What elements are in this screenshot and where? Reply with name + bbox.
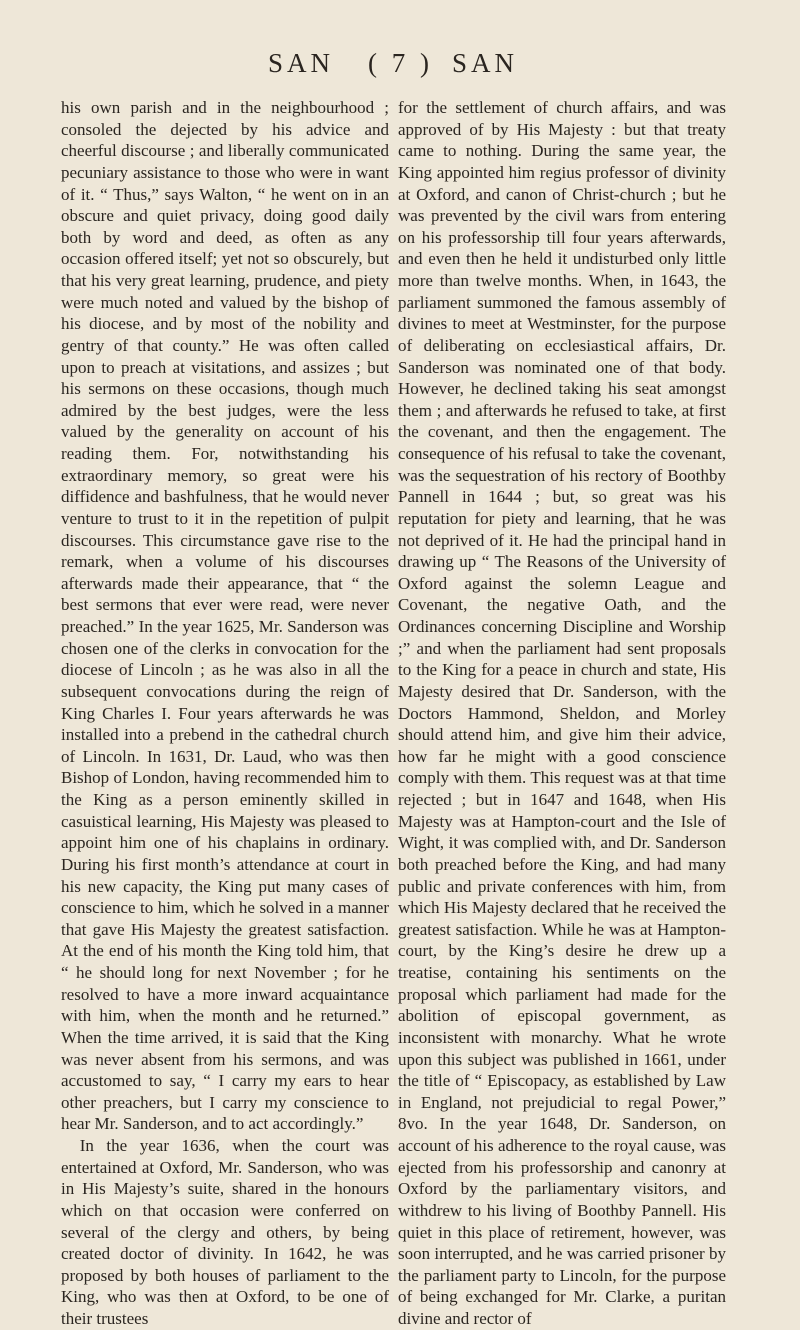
- header-left-word: SAN: [268, 48, 335, 78]
- left-column: [61, 97, 389, 1330]
- header-right-word: SAN: [452, 48, 519, 78]
- right-paragraph-1: for the settlement of church affairs, and was approved of by His Majesty : but that treaty came to nothing. During the same year, the King appointed him regius professor of divinity at Oxford, and canon of Christ-church ; but he was prevented by the civil wars from entering on his professorship till four years afterwards, and even then he held it undisturbed only little more than twelve months. When, in 1643, the parliament summoned the famous assembly of divines to meet at Westminster, for the purpose of deliberating on ecclesiastical affairs, Dr. Sanderson was nominated one of that body. However, he declined taking his seat amongst them ; and afterwards he refused to take, at first the covenant, and then the engagement. The consequence of his refusal to take the covenant, was the sequestration of his rectory of Boothby Pannell in 1644 ; but, so great was his reputation for piety and learning, that he was not deprived of it. He had the principal hand in drawing up “ The Reasons of the University of Oxford against the solemn League and Covenant, the negative Oath, and the Ordinances concerning Discipline and Worship ;” and when the parliament had sent proposals to the King for a peace in church and state, His Majesty desired that Dr. Sanderson, with the Doctors Hammond, Sheldon, and Morley should attend him, and give him their advice, how far he might with a good conscience comply with them. This request was at that time rejected ; but in 1647 and 1648, when His Majesty was at Hampton-court and the Isle of Wight, it was complied with, and Dr. Sanderson both preached before the King, and had many public and private conferences with him, from which His Majesty declared that he received the greatest satisfaction. While he was at Hampton-court, by the King’s desire he drew up a treatise, containing his sentiments on the proposal which parliament had made for the abolition of episcopal government, as inconsistent with monarchy. What he wrote upon this subject was published in 1661, under the title of “ Episcopacy, as established by Law in England, not prejudicial to regal Power,” 8vo. In the year 1648, Dr. Sanderson, on account of his adherence to the royal cause, was ejected from his professorship and canonry at Oxford by the parliamentary visitors, and withdrew to his living of Boothby Pannell. His quiet in this place of retirement, however, was soon interrupted, and he was carried prisoner by the parliament party to Lincoln, for the purpose of being exchanged for Mr. Clarke, a puritan divine and rector of: [398, 98, 726, 1328]
- left-paragraph-2: In the year 1636, when the court was entertained at Oxford, Mr. Sanderson, who was in His Majesty’s suite, shared in the honours which on that occasion were conferred on several of the clergy and others, by being created doctor of divinity. In 1642, he was proposed by both houses of parliament to the King, who was then at Oxford, to be one of their trustees: [61, 1136, 389, 1328]
- page-number: ( 7 ): [368, 48, 433, 78]
- running-header: [0, 48, 800, 88]
- right-column: [398, 97, 726, 1330]
- left-paragraph-1: his own parish and in the neighbourhood ; consoled the dejected by his advice and cheerful discourse ; and liberally communicated pecuniary assistance to those who were in want of it. “ Thus,” says Walton, “ he went on in an obscure and quiet privacy, doing good daily both by word and deed, as often as any occasion offered itself; yet not so obscurely, but that his very great learning, prudence, and piety were much noted and valued by the bishop of his diocese, and by most of the nobility and gentry of that county.” He was often called upon to preach at visitations, and assizes ; but his sermons on these occasions, though much admired by the best judges, were the less valued by the generality on account of his reading them. For, notwithstanding his extraordinary memory, so great were his diffidence and bashfulness, that he would never venture to trust to it in the repetition of pulpit discourses. This circumstance gave rise to the remark, when a volume of his discourses afterwards made their appearance, that “ the best sermons that ever were read, were never preached.” In the year 1625, Mr. Sanderson was chosen one of the clerks in convocation for the diocese of Lincoln ; as he was also in all the subsequent convocations during the reign of King Charles I. Four years afterwards he was installed into a prebend in the cathedral church of Lincoln. In 1631, Dr. Laud, who was then Bishop of London, having recommended him to the King as a person eminently skilled in casuistical learning, His Majesty was pleased to appoint him one of his chaplains in ordinary. During his first month’s attendance at court in his new capacity, the King put many cases of conscience to him, which he solved in a manner that gave His Majesty the greatest satisfaction. At the end of his month the King told him, that “ he should long for next November ; for he resolved to have a more inward acquaintance with him, when the month and he returned.” When the time arrived, it is said that the King was never absent from his sermons, and was accustomed to say, “ I carry my ears to hear other preachers, but I carry my conscience to hear Mr. Sanderson, and to act accordingly.”: [61, 98, 389, 1134]
